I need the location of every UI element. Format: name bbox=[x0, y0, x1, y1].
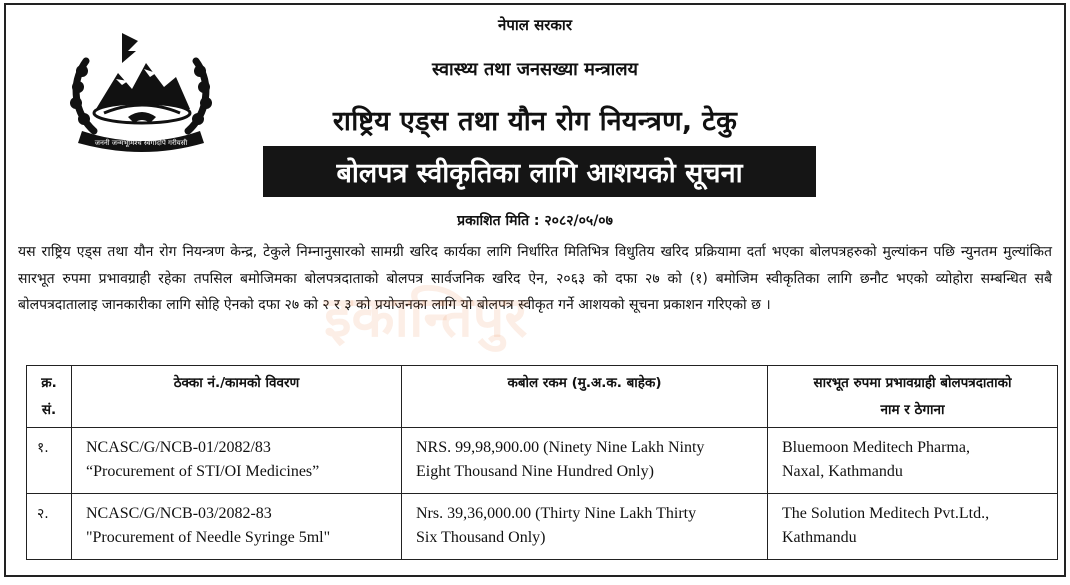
row-serial-number: २. bbox=[27, 494, 72, 560]
contract-description: "Procurement of Needle Syringe 5ml" bbox=[86, 529, 331, 546]
header-serial-number: क्र. सं. bbox=[27, 366, 72, 428]
ministry-name: स्वास्थ्य तथा जनसख्या मन्त्रालय bbox=[432, 59, 638, 80]
bidder-name: Bluemoon Meditech Pharma, bbox=[782, 439, 970, 456]
contract-number: NCASC/G/NCB-03/2082-83 bbox=[86, 505, 272, 522]
table-row bbox=[27, 494, 1058, 560]
header-bidder: सारभूत रुपमा प्रभावग्राही बोलपत्रदाताको नाम र ठेगाना bbox=[768, 366, 1058, 428]
notice-body-paragraph: यस राष्ट्रिय एड्स तथा यौन रोग नियन्त्रण केन्द्र, टेकुले निम्नानुसारको सामग्री खरिद कार्यका लागि निर्धारित मितिभित्र विधुतिय खरिद प्रक्रियामा दर्ता भएका बोलपत्रहरुको मुल्यांकन पछि न्युनतम मुल्यांकित सारभूत रुपमा प्रभावग्राही रहेका तपसिल बमोजिमका बोलपत्रदाताको बोलपत्र सार्वजनिक खरिद ऐन, २०६३ को दफा २७ को (१) बमोजिम स्वीकृतिका लागि छनौट भएको व्योहोरा सम्बन्धित सबै बोलपत्रदातालाइ जानकारीका लागि सोहि ऐनको दफा २७ को २ र ३ को प्रयोजनका लागि यो बोलपत्र स्वीकृत गर्ने आशयको सूचना प्रकाशन गरिएको छ । bbox=[18, 244, 1052, 313]
row-contract bbox=[72, 428, 402, 494]
row-serial-number: १. bbox=[27, 428, 72, 494]
bidder-name: The Solution Meditech Pvt.Ltd., bbox=[782, 505, 990, 522]
emblem-motto: जननी जन्मभूमिश्च स्वर्गादपि गरीयसी bbox=[94, 139, 188, 147]
published-date: प्रकाशित मिति : २०८२/०५/०७ bbox=[457, 213, 613, 229]
row-amount: NRS. 99,98,900.00 (Ninety Nine Lakh Ninty Eight Thousand Nine Hundred Only) bbox=[402, 428, 768, 494]
header-contract: ठेक्का नं./कामको विवरण bbox=[72, 366, 402, 428]
award-table bbox=[26, 365, 1058, 560]
row-amount: Nrs. 39,36,000.00 (Thirty Nine Lakh Thirty Six Thousand Only) bbox=[402, 494, 768, 560]
nepal-coat-of-arms-icon bbox=[64, 27, 218, 159]
contract-description: “Procurement of STI/OI Medicines” bbox=[86, 463, 320, 480]
bidder-address: Kathmandu bbox=[782, 529, 857, 546]
notice-title-banner bbox=[263, 146, 816, 197]
organization-name: राष्ट्रिय एड्स तथा यौन रोग नियन्त्रण, टेकु bbox=[332, 106, 738, 137]
table-row bbox=[27, 428, 1058, 494]
row-contract bbox=[72, 494, 402, 560]
header-amount: कबोल रकम (मु.अ.क. बाहेक) bbox=[402, 366, 768, 428]
government-name: नेपाल सरकार bbox=[498, 16, 572, 34]
contract-number: NCASC/G/NCB-01/2082/83 bbox=[86, 439, 271, 456]
bidder-address: Naxal, Kathmandu bbox=[782, 463, 903, 480]
row-bidder bbox=[768, 494, 1058, 560]
notice-title: बोलपत्र स्वीकृतिका लागि आशयको सूचना bbox=[336, 158, 743, 189]
notice-page bbox=[4, 3, 1066, 577]
row-bidder bbox=[768, 428, 1058, 494]
table-header-row bbox=[27, 366, 1058, 428]
publisher-watermark: इकान्तिपुर bbox=[324, 285, 528, 350]
